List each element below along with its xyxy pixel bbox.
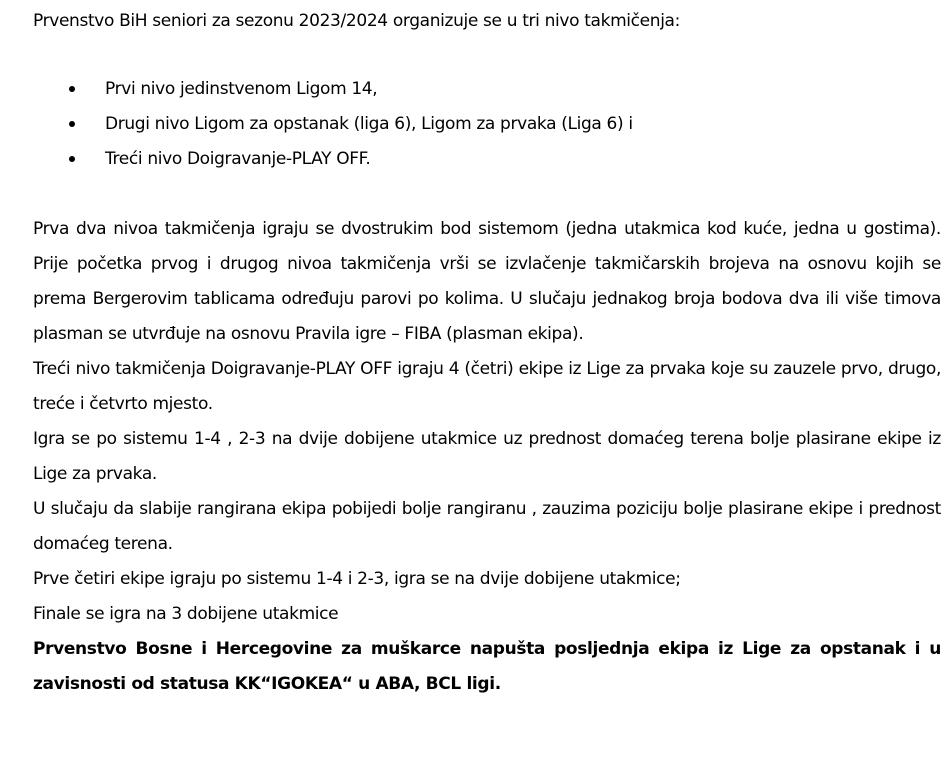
- bullet-icon: [69, 86, 75, 92]
- bullet-icon: [69, 156, 75, 162]
- list-item-text: Drugi nivo Ligom za opstanak (liga 6), Ligom za prvaka (Liga 6) i: [105, 114, 633, 134]
- paragraph-playoff: Treći nivo takmičenja Doigravanje-PLAY OFF igraju 4 (četri) ekipe iz Lige za prvaka koje su zauzele prvo, drugo, treće i četvrto mjesto.: [33, 359, 941, 414]
- list-item-text: Treći nivo Doigravanje-PLAY OFF.: [105, 149, 371, 169]
- list-item-level-1: [69, 72, 941, 107]
- paragraph-first-four: Prve četiri ekipe igraju po sistemu 1-4 i 2-3, igra se na dvije dobijene utakmice;: [33, 569, 681, 589]
- intro-text: Prvenstvo BiH seniori za sezonu 2023/2024 organizuje se u tri nivo takmičenja:: [33, 11, 681, 31]
- paragraph-relegation: Prvenstvo Bosne i Hercegovine za muškarce napušta posljednja ekipa iz Lige za opstanak i u zavisnosti od statusa KK“IGOKEA“ u ABA, BCL ligi.: [33, 639, 941, 694]
- paragraph-format: Igra se po sistemu 1-4 , 2-3 na dvije dobijene utakmice uz prednost domaćeg terena bolje plasirane ekipe iz Lige za prvaka.: [33, 429, 941, 484]
- body-text: [33, 212, 941, 702]
- list-item-level-3: [69, 142, 941, 177]
- list-item-level-2: [69, 107, 941, 142]
- levels-list: [33, 72, 941, 177]
- paragraph-final: Finale se igra na 3 dobijene utakmice: [33, 604, 339, 624]
- bullet-icon: [69, 121, 75, 127]
- paragraph-system: Prva dva nivoa takmičenja igraju se dvostrukim bod sistemom (jedna utakmica kod kuće, jedna u gostima). Prije početka prvog i drugog nivoa takmičenja vrši se izvlačenje takmičarskih brojeva na osnovu kojih se prema Bergerovim tablicama određuju parovi po kolima. U slučaju jednakog broja bodova dva ili više timova plasman se utvrđuje na osnovu Pravila igre – FIBA (plasman ekipa).: [33, 219, 941, 344]
- list-item-text: Prvi nivo jedinstvenom Ligom 14,: [105, 79, 378, 99]
- paragraph-upset: U slučaju da slabije rangirana ekipa pobijedi bolje rangiranu , zauzima poziciju bolje plasirane ekipe i prednost domaćeg terena.: [33, 499, 941, 554]
